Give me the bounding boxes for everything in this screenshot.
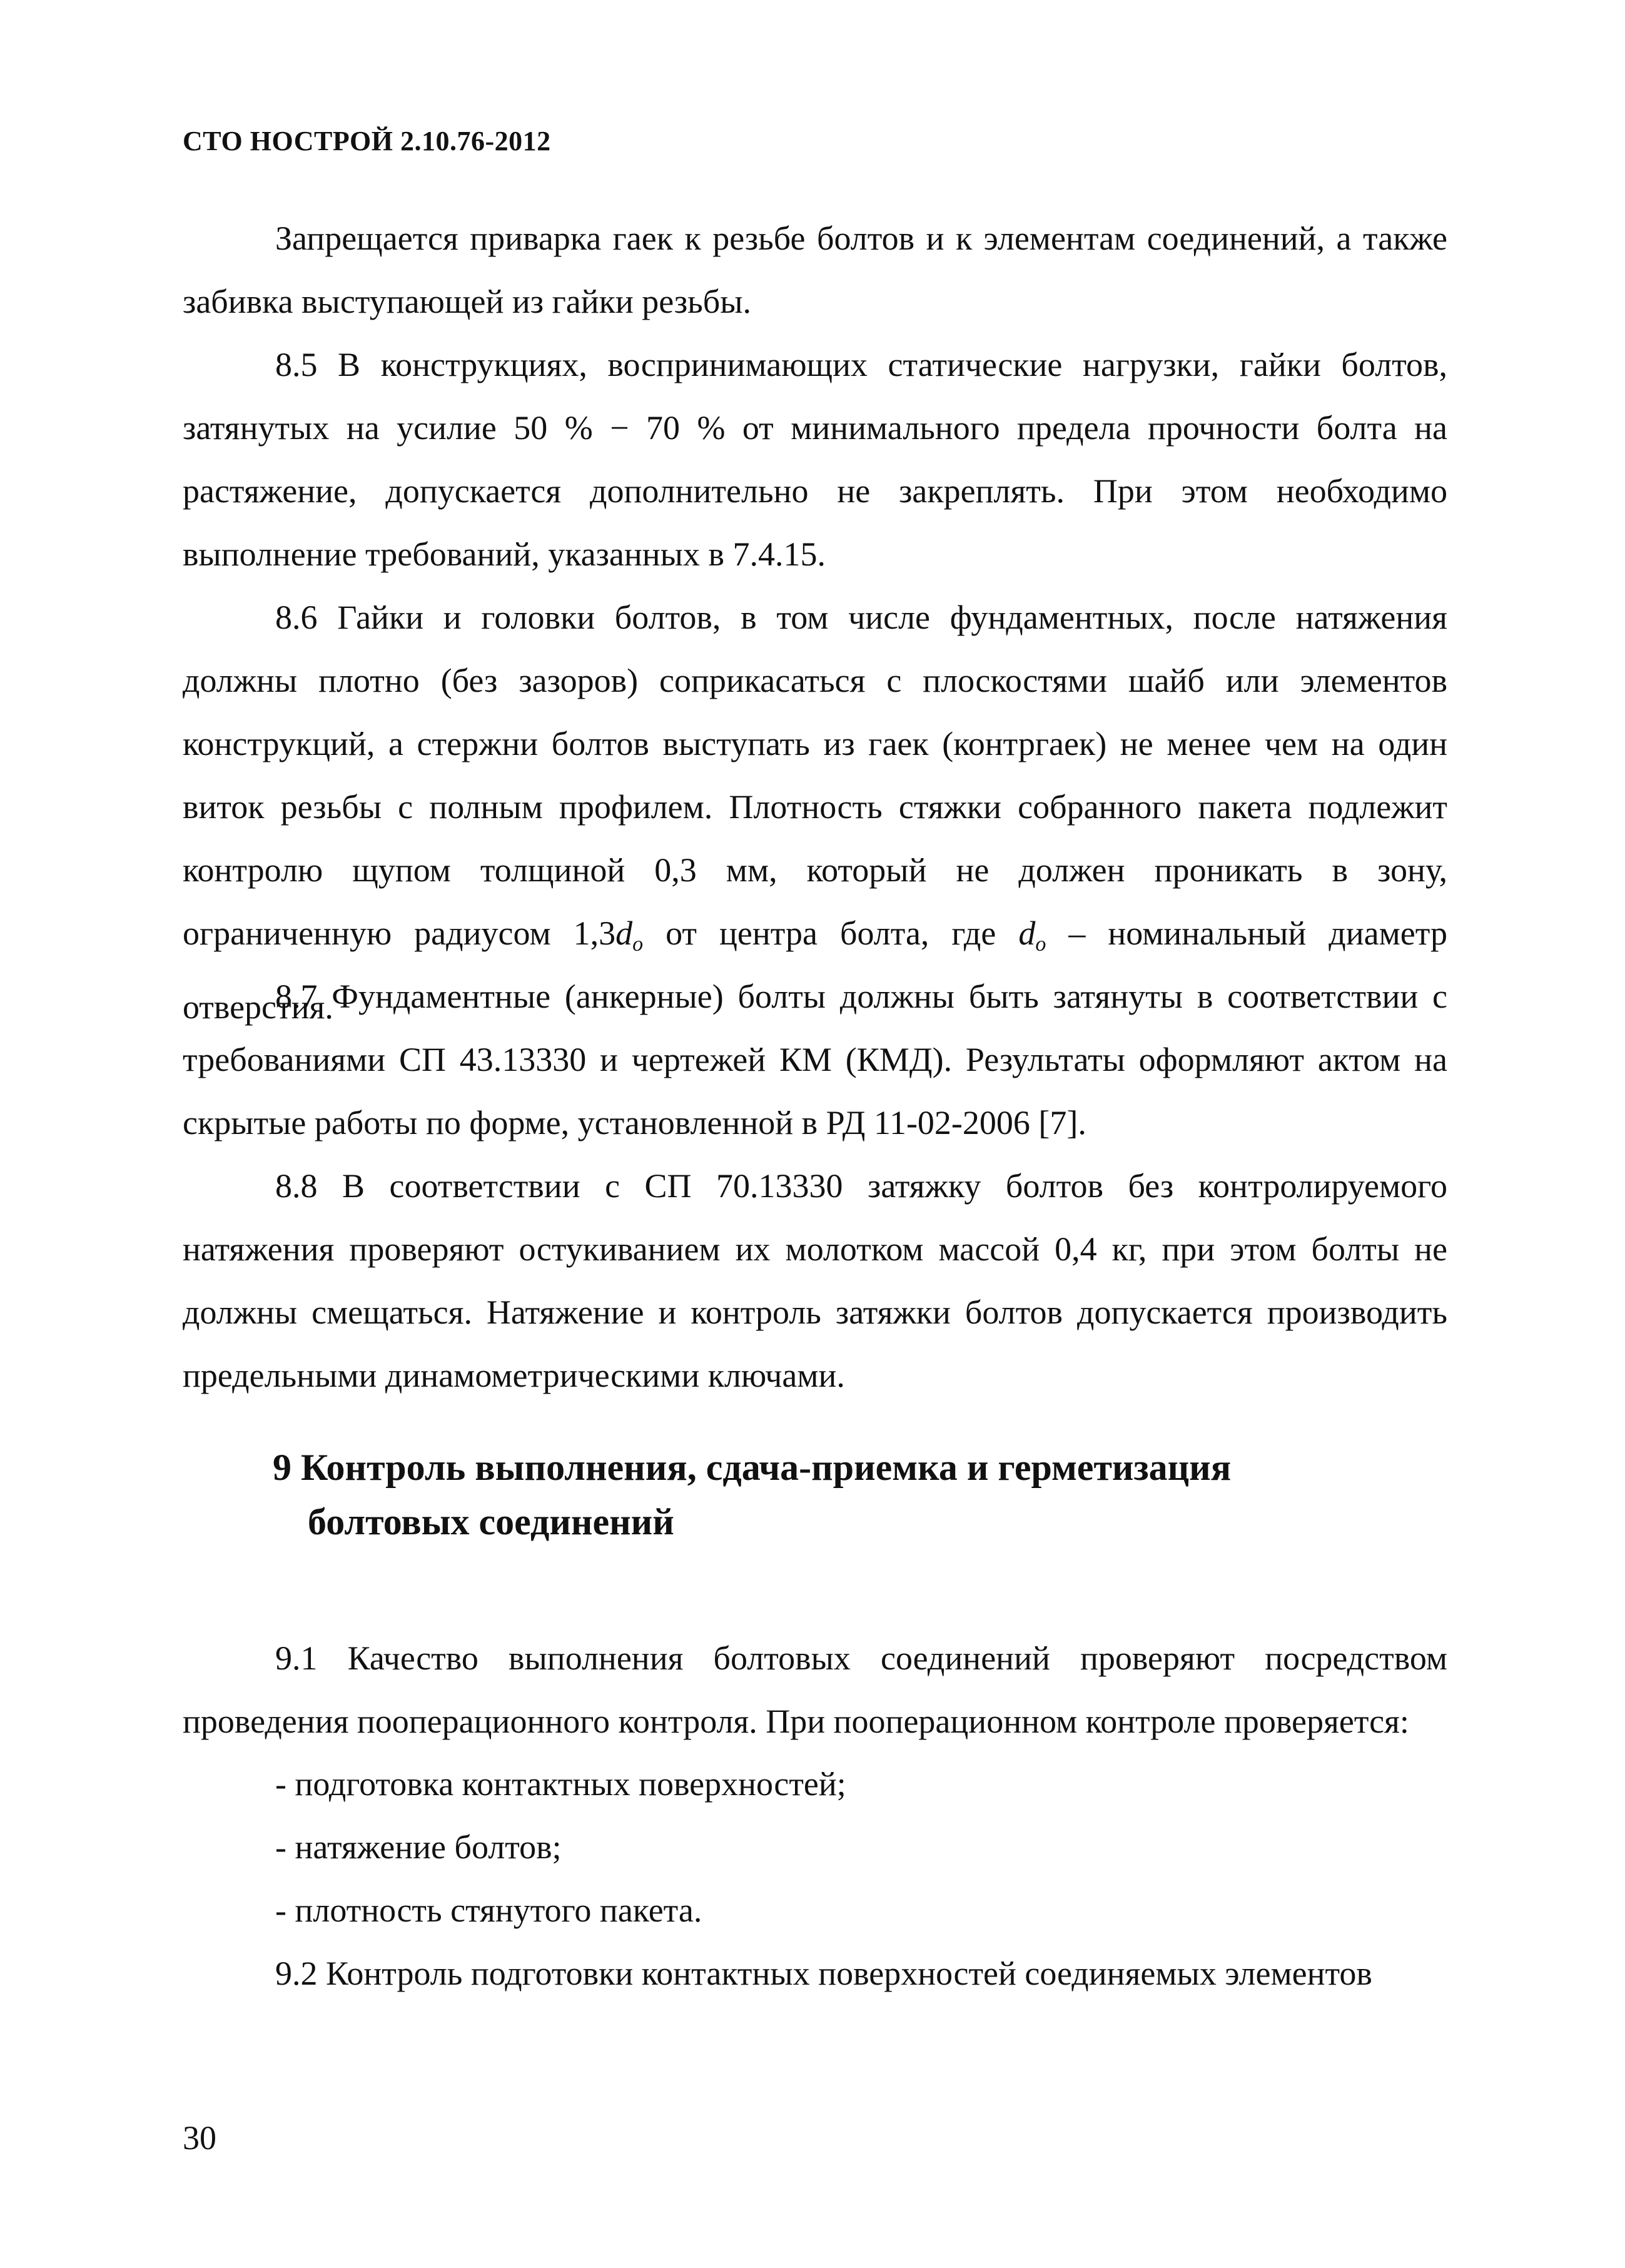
- variable-d-1: d: [615, 914, 633, 952]
- paragraph-9-1: 9.1 Качество выполнения болтовых соединений проверяют посредством проведения пооперационного контроля. При пооперационном контроле проверяется:: [183, 1639, 1447, 1740]
- list-item: - подготовка контактных поверхностей;: [275, 1765, 846, 1803]
- section-9-heading-line1: 9 Контроль выполнения, сдача-приемка и герметизация: [273, 1447, 1232, 1488]
- subscript-o-1: o: [632, 933, 644, 956]
- paragraph-8-6-text-3: – номинальный диаметр отверстия.: [183, 914, 1447, 1026]
- paragraph-8-6-text-2: от центра болта, где: [643, 914, 1019, 952]
- paragraph-8-7: 8.7 Фундаментные (анкерные) болты должны быть затянуты в соответствии с требованиями СП 43.13330 и чертежей КМ (КМД). Результаты оформляют актом на скрытые работы по форме, установленной в РД 11-02-2006 [7].: [183, 978, 1447, 1142]
- list-item: - плотность стянутого пакета.: [275, 1891, 702, 1929]
- section-9-heading-line2: болтовых соединений: [308, 1501, 674, 1542]
- subscript-o-2: o: [1035, 933, 1046, 956]
- variable-d-2: d: [1018, 914, 1036, 952]
- paragraph-nut-welding-prohibition: Запрещается приварка гаек к резьбе болтов и к элементам соединений, а также забивка выступающей из гайки резьбы.: [183, 220, 1447, 320]
- list-item: - натяжение болтов;: [275, 1828, 562, 1866]
- section-9-heading: [273, 1440, 1461, 1549]
- paragraph-8-6-text-1: 8.6 Гайки и головки болтов, в том числе фундаментных, после натяжения должны плотно (без зазоров) соприкасаться с плоскостями шайб или элементов конструкций, а стержни болтов выступать из гаек (контргаек) не менее чем на один виток резьбы с полным профилем. Плотность стяжки собранного пакета подлежит контролю щупом толщиной 0,3 мм, который не должен проникать в зону, ограниченную радиусом 1,3: [183, 599, 1447, 952]
- paragraph-8-8: 8.8 В соответствии с СП 70.13330 затяжку болтов без контролируемого натяжения проверяют остукиванием их молотком массой 0,4 кг, при этом болты не должны смещаться. Натяжение и контроль затяжки болтов допускается производить предельными динамометрическими ключами.: [183, 1167, 1447, 1394]
- document-header-code: СТО НОСТРОЙ 2.10.76-2012: [183, 126, 551, 156]
- paragraph-9-2: 9.2 Контроль подготовки контактных поверхностей соединяемых элементов: [275, 1955, 1372, 1992]
- paragraph-8-5: 8.5 В конструкциях, воспринимающих статические нагрузки, гайки болтов, затянутых на усилие 50 % − 70 % от минимального предела прочности болта на растяжение, допускается дополнительно не закреплять. При этом необходимо выполнение требований, указанных в 7.4.15.: [183, 346, 1447, 573]
- page-number: 30: [183, 2119, 216, 2157]
